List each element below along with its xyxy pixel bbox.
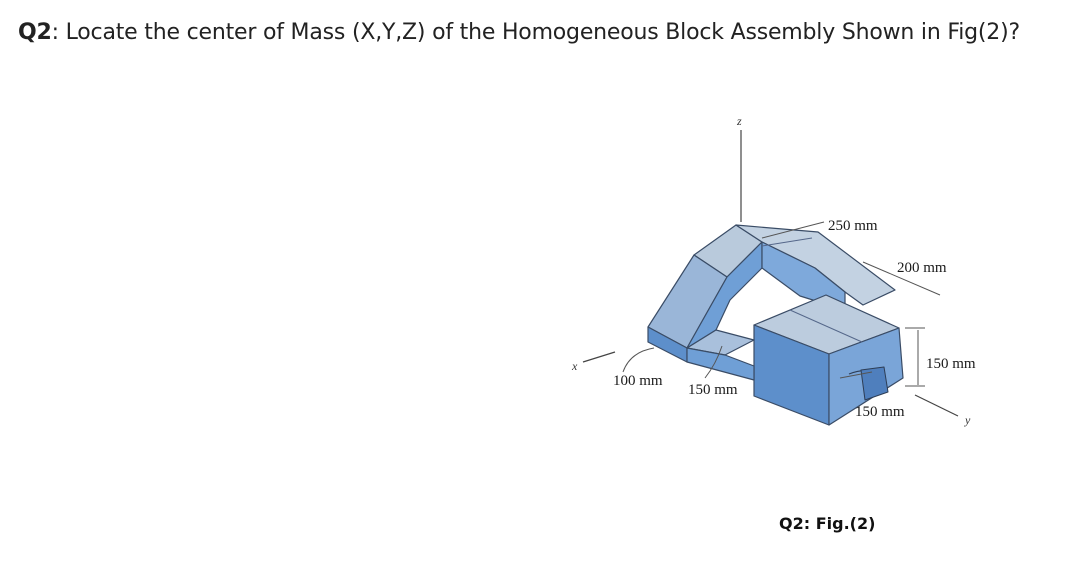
- y-axis-label: y: [965, 413, 971, 427]
- cube-hole-face: [861, 367, 888, 400]
- dimension-150-right: [905, 328, 925, 386]
- question-body: : Locate the center of Mass (X,Y,Z) of the Homogeneous Block Assembly Shown in Fig(2)?: [51, 20, 1020, 45]
- question-number: Q2: [18, 20, 52, 45]
- figure-caption: Q2: Fig.(2): [779, 514, 876, 533]
- dimension-150-left-label: 150 mm: [688, 382, 738, 398]
- x-axis-label: x: [572, 359, 578, 373]
- z-axis-label: z: [737, 114, 742, 128]
- dimension-250-label: 250 mm: [828, 218, 878, 234]
- x-axis-line: [583, 352, 615, 362]
- dimension-100-arc: [623, 348, 654, 372]
- dimension-200-label: 200 mm: [897, 260, 947, 276]
- dimension-150-bottom-label: 150 mm: [855, 404, 905, 420]
- y-axis-line: [915, 395, 958, 416]
- dimension-100: [623, 348, 654, 372]
- dimension-150-right-label: 150 mm: [926, 356, 976, 372]
- dimension-100-label: 100 mm: [613, 373, 663, 389]
